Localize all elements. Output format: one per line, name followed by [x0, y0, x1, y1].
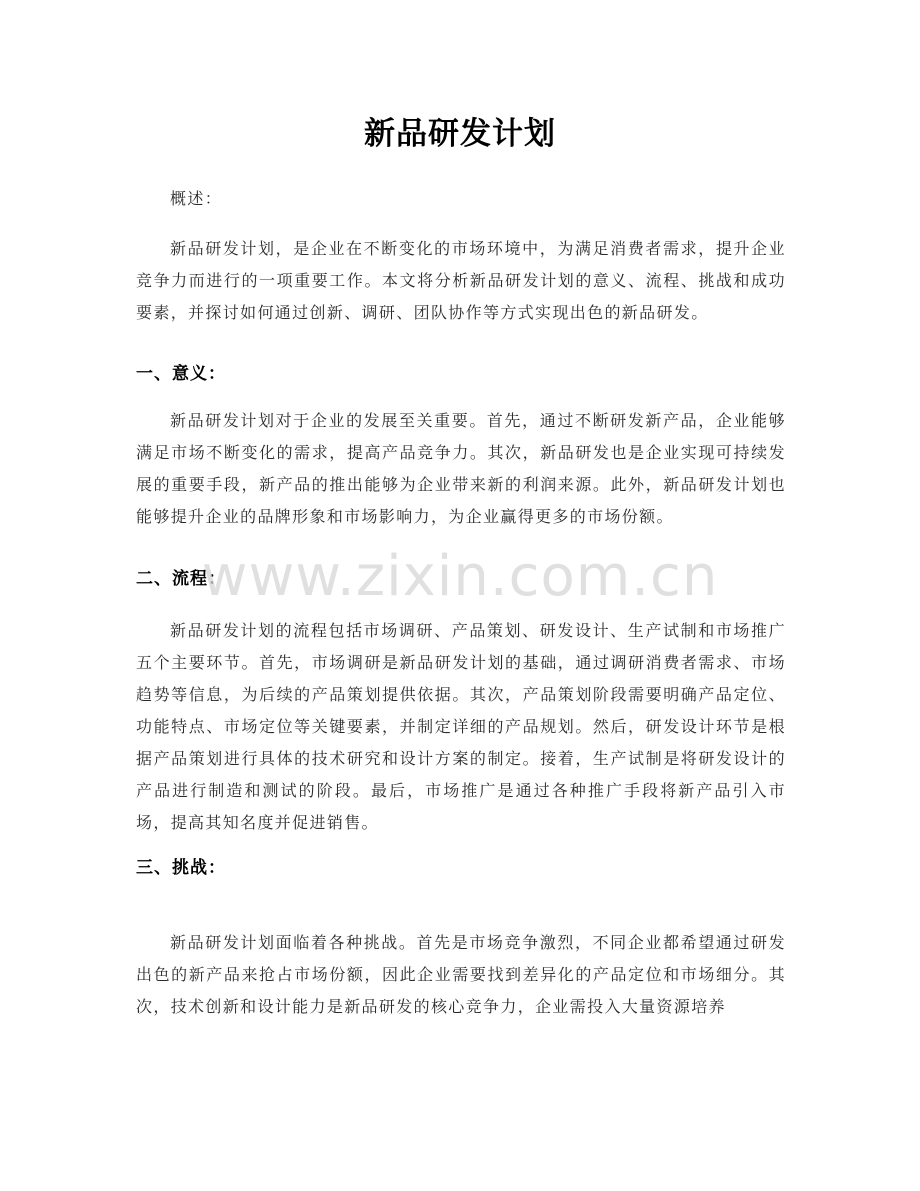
overview-label: 概述： [170, 189, 223, 208]
overview-paragraph: 新品研发计划，是企业在不断变化的市场环境中，为满足消费者需求，提升企业竞争力而进行的一项重要工作。本文将分析新品研发计划的意义、流程、挑战和成功要素，并探讨如何通过创新、调研、团队协作等方式实现出色的新品研发。 [136, 239, 786, 322]
watermark: www.zixin.com.cn [201, 544, 719, 609]
section-paragraph-process: 新品研发计划的流程包括市场调研、产品策划、研发设计、生产试制和市场推广五个主要环节。首先，市场调研是新品研发计划的基础，通过调研消费者需求、市场趋势等信息，为后续的产品策划提供依据。其次，产品策划阶段需要明确产品定位、功能特点、市场定位等关键要素，并制定详细的产品规划。然后，研发设计环节是根据产品策划进行具体的技术研究和设计方案的制定。接着，生产试制是将研发设计的产品进行制造和测试的阶段。最后，市场推广是通过各种推广手段将新产品引入市场，提高其知名度并促进销售。 [136, 621, 786, 832]
section-heading-challenges: 三、挑战： [136, 858, 226, 878]
section-heading-significance: 一、意义： [136, 364, 226, 384]
document-title: 新品研发计划 [364, 116, 556, 152]
section-paragraph-challenges: 新品研发计划面临着各种挑战。首先是市场竞争激烈，不同企业都希望通过研发出色的新产品来抢占市场份额，因此企业需要找到差异化的产品定位和市场细分。其次，技术创新和设计能力是新品研发的核心竞争力，企业需投入大量资源培养 [136, 933, 786, 1016]
section-heading-process: 二、流程： [136, 569, 226, 589]
section-paragraph-significance: 新品研发计划对于企业的发展至关重要。首先，通过不断研发新产品，企业能够满足市场不断变化的需求，提高产品竞争力。其次，新品研发也是企业实现可持续发展的重要手段，新产品的推出能够为企业带来新的利润来源。此外，新品研发计划也能够提升企业的品牌形象和市场影响力，为企业赢得更多的市场份额。 [136, 411, 786, 526]
